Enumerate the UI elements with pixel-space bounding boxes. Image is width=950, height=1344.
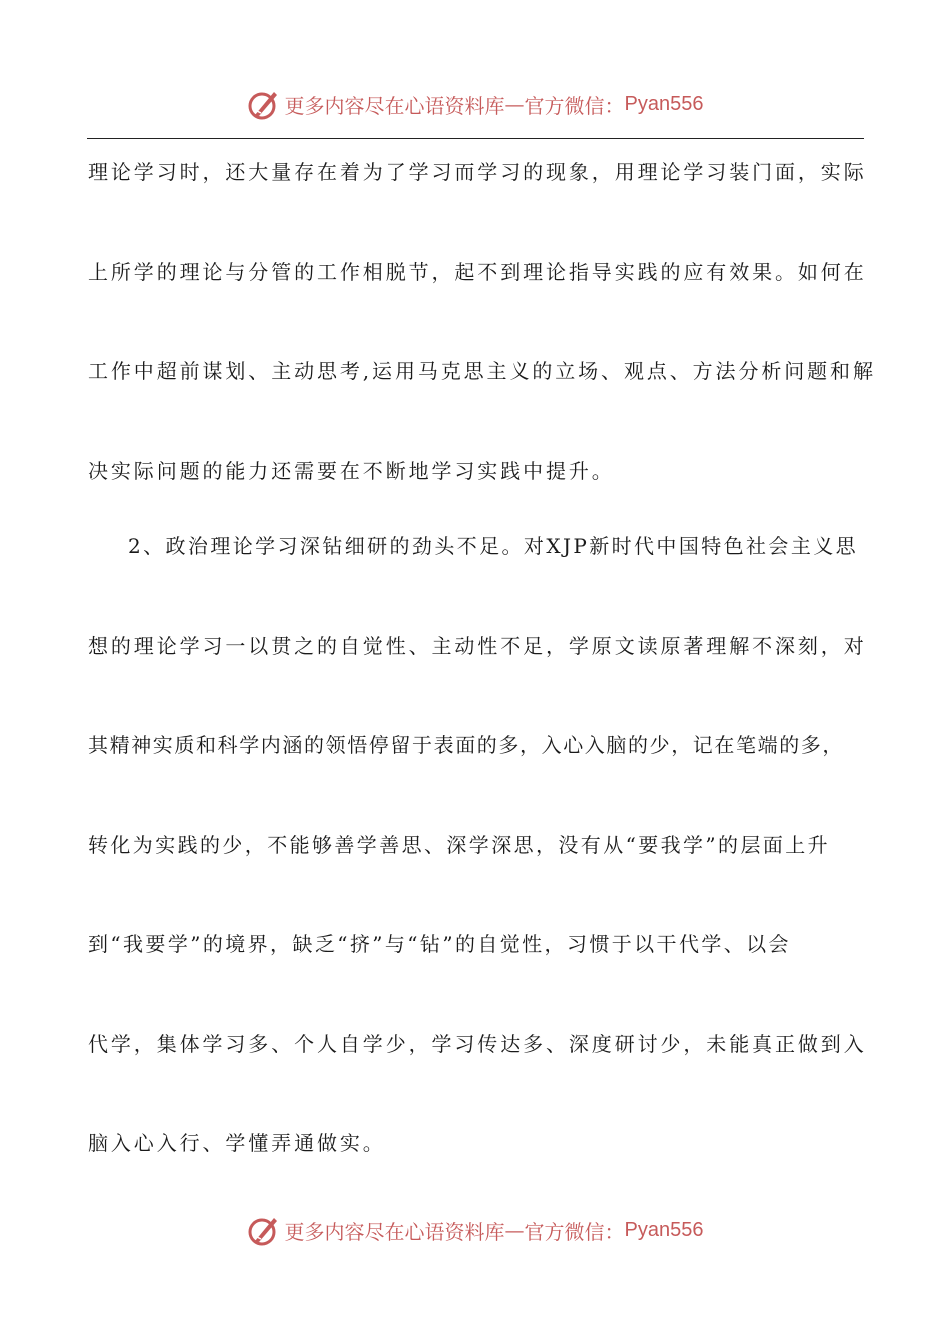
body-line: 转化为实践的少，不能够善学善思、深学深思，没有从“要我学”的层面上升 bbox=[88, 833, 831, 857]
header-contact-label: 官方微信： bbox=[524, 93, 625, 118]
body-line: 脑入心入行、学懂弄通做实。 bbox=[88, 1131, 386, 1155]
body-line: 上所学的理论与分管的工作相脱节，起不到理论指导实践的应有效果。如何在 bbox=[88, 260, 867, 284]
body-line: 代学，集体学习多、个人自学少，学习传达多、深度研讨少，未能真正做到入 bbox=[88, 1032, 867, 1056]
footer-banner bbox=[0, 1210, 950, 1250]
body-line: 想的理论学习一以贯之的自觉性、主动性不足，学原文读原著理解不深刻，对 bbox=[88, 634, 867, 658]
header-divider bbox=[87, 138, 864, 139]
body-line: 理论学习时，还大量存在着为了学习而学习的现象，用理论学习装门面，实际 bbox=[88, 160, 867, 184]
body-line: 其精神实质和科学内涵的领悟停留于表面的多，入心入脑的少，记在笔端的多， bbox=[88, 733, 844, 757]
body-line: 到“我要学”的境界，缺乏“挤”与“钻”的自觉性，习惯于以干代学、以会 bbox=[88, 932, 791, 956]
header-brand: 更多内容尽在心语资料库 bbox=[284, 93, 505, 118]
body-line: 决实际问题的能力还需要在不断地学习实践中提升。 bbox=[88, 459, 615, 483]
body-line: 工作中超前谋划、主动思考,运用马克思主义的立场、观点、方法分析问题和解 bbox=[88, 359, 876, 383]
footer-contact-label: 官方微信： bbox=[524, 1219, 625, 1244]
footer-dash: — bbox=[504, 1218, 525, 1242]
body-line: 2、政治理论学习深钻细研的劲头不足。对XJP新时代中国特色社会主义思 bbox=[128, 534, 859, 558]
quill-logo-icon bbox=[247, 87, 281, 121]
footer-contact-id: Pyan556 bbox=[624, 1218, 704, 1241]
quill-logo-icon bbox=[247, 1213, 281, 1247]
header-dash: — bbox=[504, 92, 525, 116]
footer-brand: 更多内容尽在心语资料库 bbox=[284, 1219, 505, 1244]
header-contact-id: Pyan556 bbox=[624, 92, 704, 115]
header-banner bbox=[0, 84, 950, 124]
